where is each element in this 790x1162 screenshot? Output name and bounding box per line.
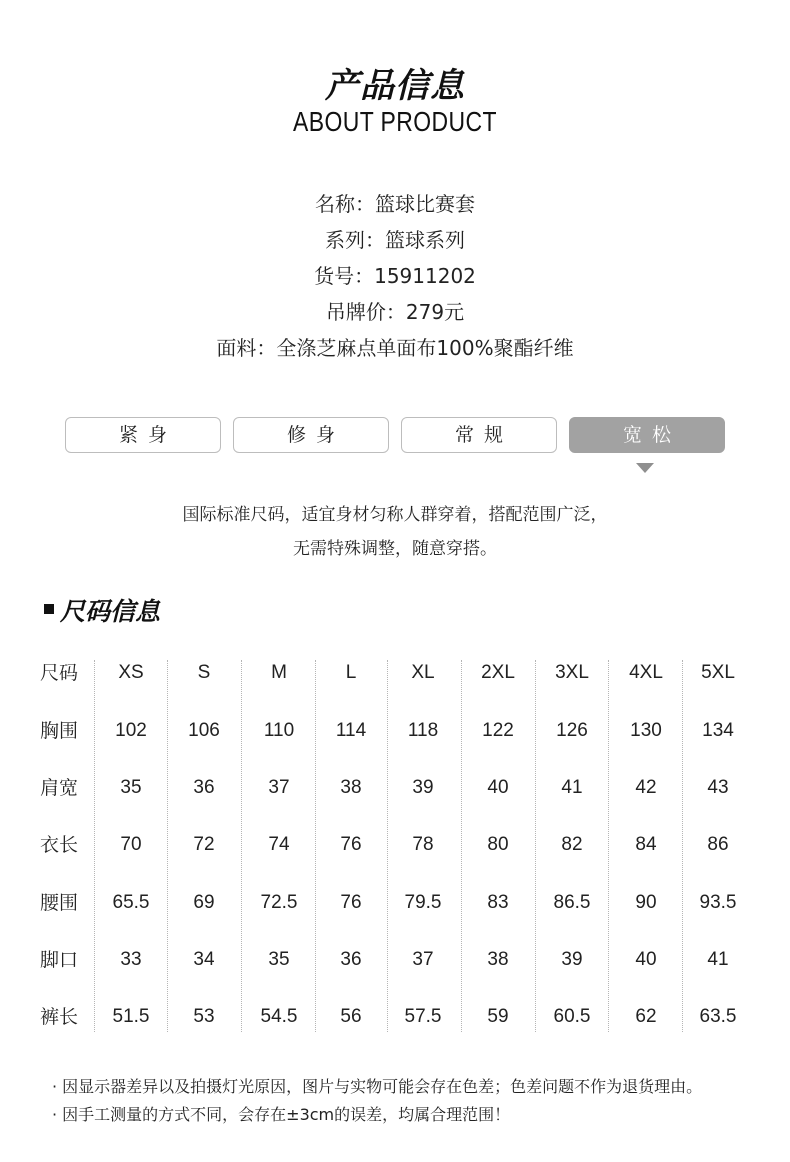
- table-cell: 42: [635, 777, 657, 798]
- notes: [52, 1073, 702, 1129]
- table-row: [0, 940, 790, 980]
- row-label: 脚口: [40, 949, 79, 971]
- table-row: [0, 997, 790, 1037]
- table-cell: 39: [412, 777, 434, 798]
- row-label: 肩宽: [40, 777, 79, 799]
- table-cell: 114: [335, 720, 367, 741]
- table-cell: 37: [268, 777, 290, 798]
- table-cell: 35: [120, 777, 142, 798]
- table-cell: 54.5: [260, 1006, 298, 1027]
- table-cell: M: [271, 662, 287, 683]
- note-measurement-error: · 因手工测量的方式不同，会存在±3cm的误差，均属合理范围！: [52, 1105, 511, 1124]
- table-cell: 130: [630, 720, 662, 741]
- product-info: [0, 186, 790, 366]
- table-cell: 110: [263, 720, 295, 741]
- table-cell: 86.5: [553, 892, 591, 913]
- fit-description-line: 无需特殊调整，随意穿搭。: [293, 539, 497, 559]
- table-cell: 4XL: [629, 662, 663, 683]
- table-cell: 33: [120, 949, 142, 970]
- table-cell: 72: [193, 834, 215, 855]
- table-cell: 134: [702, 720, 734, 741]
- table-cell: 79.5: [404, 892, 442, 913]
- page-title: 产品信息: [325, 66, 465, 106]
- fit-option-slim[interactable]: 修身: [233, 417, 389, 453]
- info-name: 名称：篮球比赛套: [315, 192, 475, 216]
- table-cell: 38: [340, 777, 362, 798]
- row-label: 尺码: [40, 662, 79, 684]
- table-cell: 35: [268, 949, 290, 970]
- fit-pointer-icon: [636, 463, 654, 473]
- table-cell: 59: [487, 1006, 509, 1027]
- table-cell: 76: [340, 892, 362, 913]
- table-cell: 41: [707, 949, 729, 970]
- table-cell: 62: [635, 1006, 657, 1027]
- table-cell: 78: [412, 834, 434, 855]
- table-cell: 126: [556, 720, 588, 741]
- table-cell: 76: [340, 834, 362, 855]
- table-cell: 106: [188, 720, 220, 741]
- row-label: 胸围: [40, 720, 79, 742]
- info-price: 吊牌价：279元: [325, 300, 465, 324]
- table-cell: 74: [268, 834, 290, 855]
- size-table: [0, 645, 790, 1035]
- table-cell: 84: [635, 834, 657, 855]
- table-cell: 51.5: [112, 1006, 150, 1027]
- table-cell: 122: [482, 720, 514, 741]
- fit-option-loose[interactable]: 宽松: [569, 417, 725, 453]
- fit-option-regular[interactable]: 常规: [401, 417, 557, 453]
- table-cell: 2XL: [481, 662, 515, 683]
- table-cell: 43: [707, 777, 729, 798]
- info-series: 系列：篮球系列: [325, 228, 465, 252]
- table-cell: 72.5: [260, 892, 298, 913]
- table-cell: 82: [561, 834, 583, 855]
- table-cell: 39: [561, 949, 583, 970]
- fit-options: [65, 417, 725, 453]
- table-cell: 41: [561, 777, 583, 798]
- table-row: [0, 825, 790, 865]
- table-cell: 40: [635, 949, 657, 970]
- table-cell: 57.5: [404, 1006, 442, 1027]
- table-cell: 63.5: [699, 1006, 737, 1027]
- table-cell: 90: [635, 892, 657, 913]
- table-cell: 69: [193, 892, 215, 913]
- table-cell: 80: [487, 834, 509, 855]
- table-cell: 102: [115, 720, 147, 741]
- table-cell: 3XL: [555, 662, 589, 683]
- table-cell: L: [345, 662, 357, 683]
- table-cell: 36: [340, 949, 362, 970]
- table-cell: 34: [193, 949, 215, 970]
- table-cell: 53: [193, 1006, 215, 1027]
- table-cell: 5XL: [701, 662, 735, 683]
- table-row: [0, 883, 790, 923]
- table-cell: 70: [120, 834, 142, 855]
- table-cell: 38: [487, 949, 509, 970]
- table-cell: 83: [487, 892, 509, 913]
- table-cell: 93.5: [699, 892, 737, 913]
- table-cell: 40: [487, 777, 509, 798]
- row-label: 裤长: [40, 1006, 79, 1028]
- table-cell: 56: [340, 1006, 362, 1027]
- row-label: 衣长: [40, 834, 79, 856]
- info-sku: 货号：15911202: [314, 264, 476, 288]
- size-section-title: 尺码信息: [60, 597, 161, 626]
- table-cell: XS: [118, 662, 144, 683]
- note-color-difference: · 因显示器差异以及拍摄灯光原因，图片与实物可能会存在色差；色差问题不作为退货理由。: [52, 1077, 703, 1096]
- fit-description: [0, 498, 790, 566]
- table-cell: 118: [407, 720, 439, 741]
- table-cell: S: [197, 662, 211, 683]
- table-row: [0, 768, 790, 808]
- table-cell: 37: [412, 949, 434, 970]
- table-cell: 36: [193, 777, 215, 798]
- table-header-row: [0, 653, 790, 693]
- table-cell: 86: [707, 834, 729, 855]
- fit-option-tight[interactable]: 紧身: [65, 417, 221, 453]
- square-bullet-icon: [44, 604, 54, 614]
- page-subtitle: ABOUT PRODUCT: [293, 106, 497, 137]
- table-row: [0, 711, 790, 751]
- row-label: 腰围: [40, 892, 79, 914]
- table-cell: 65.5: [112, 892, 150, 913]
- table-cell: XL: [411, 662, 435, 683]
- info-fabric: 面料：全涤芝麻点单面布100%聚酯纤维: [216, 336, 574, 360]
- table-cell: 60.5: [553, 1006, 591, 1027]
- fit-description-line: 国际标准尺码，适宜身材匀称人群穿着，搭配范围广泛，: [182, 505, 608, 525]
